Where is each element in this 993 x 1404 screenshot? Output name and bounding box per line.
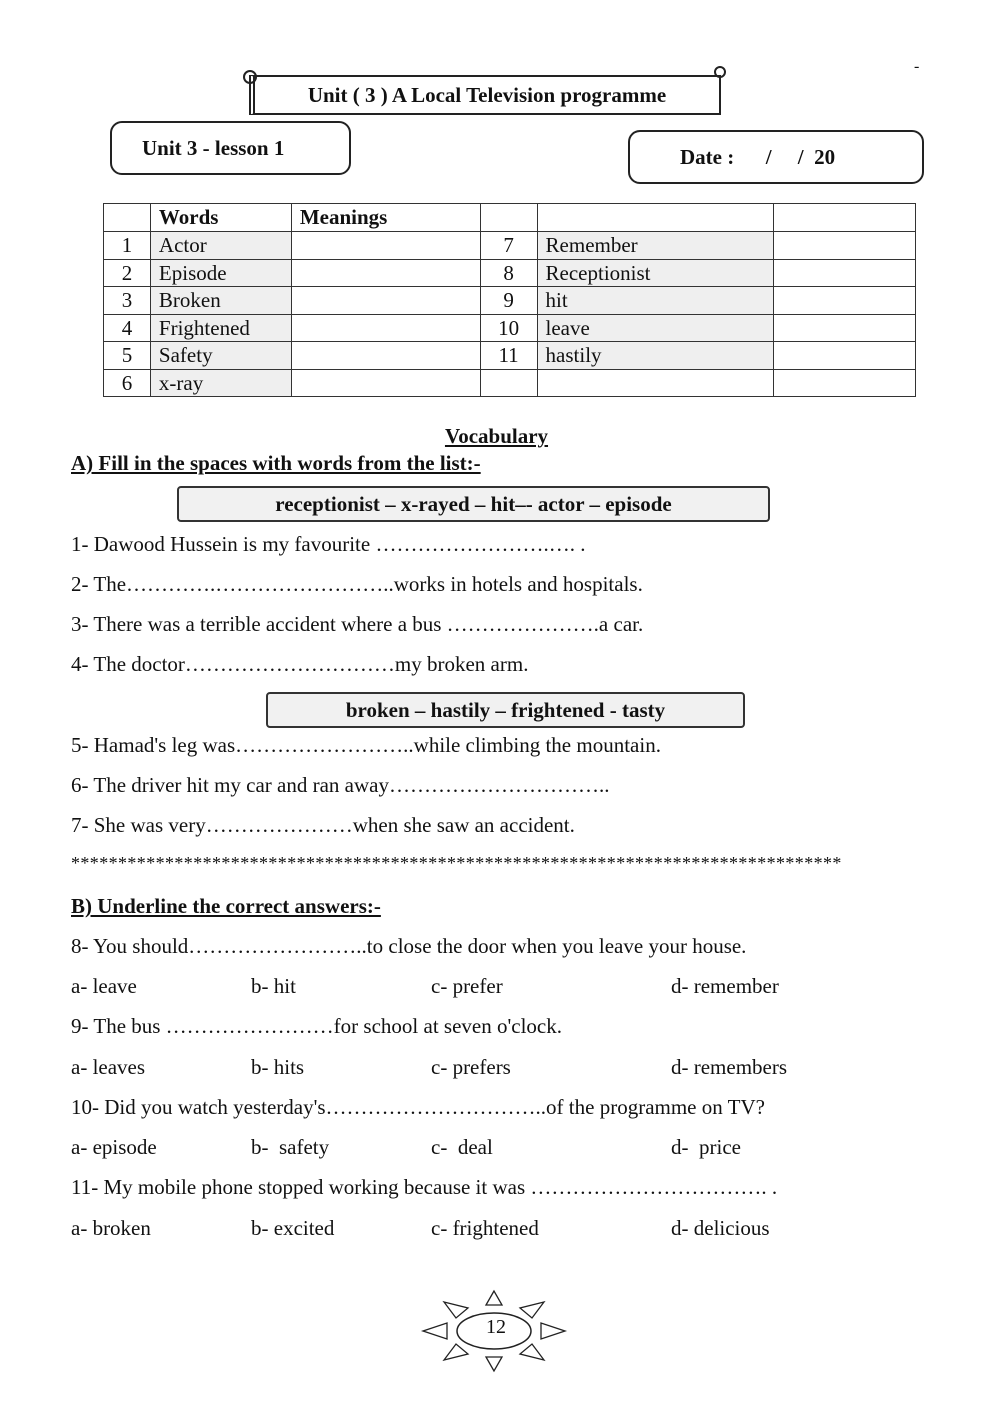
meaning-cell[interactable] (291, 342, 480, 370)
word-bank-1: receptionist – x-rayed – hit–- actor – episode (177, 486, 770, 522)
question-2: 2- The………….……………………..works in hotels and hospitals. (71, 572, 643, 596)
word-bank-2: broken – hastily – frightened - tasty (266, 692, 745, 728)
option-11d[interactable]: d- delicious (671, 1216, 770, 1240)
question-11: 11- My mobile phone stopped working because it was ……………………………. . (71, 1175, 778, 1199)
vocabulary-title: Vocabulary (444, 424, 549, 448)
word-cell: x-ray (150, 369, 291, 397)
header-words: Words (150, 204, 291, 232)
option-11a[interactable]: a- broken (71, 1216, 151, 1240)
question-1: 1- Dawood Hussein is my favourite …………………….…. . (71, 532, 586, 556)
lesson-box (110, 121, 351, 175)
option-10b[interactable]: b- safety (251, 1135, 330, 1159)
page-number: 12 (486, 1316, 506, 1338)
option-8d[interactable]: d- remember (671, 974, 779, 998)
corner-mark: - (914, 58, 920, 75)
part-a-heading: A) Fill in the spaces with words from the list:- (71, 451, 481, 475)
meaning-cell[interactable] (291, 287, 480, 315)
word-cell: Frightened (150, 314, 291, 342)
meaning-cell[interactable] (291, 259, 480, 287)
table-header-row (104, 204, 916, 232)
unit-title-banner (249, 75, 721, 115)
date-box (628, 130, 924, 184)
question-9: 9- The bus ……………………for school at seven o'clock. (71, 1014, 562, 1038)
unit-title: Unit ( 3 ) A Local Television programme (307, 82, 667, 107)
word-cell: leave (537, 314, 774, 342)
word-cell: Remember (537, 232, 774, 260)
word-cell: hit (537, 287, 774, 315)
table-row: 5 Safety 11 hastily (104, 342, 916, 370)
option-9a[interactable]: a- leaves (71, 1055, 146, 1079)
table-row: 3 Broken 9 hit (104, 287, 916, 315)
word-cell: hastily (537, 342, 774, 370)
option-11b[interactable]: b- excited (251, 1216, 335, 1240)
question-8: 8- You should……………………..to close the door when you leave your house. (71, 934, 747, 958)
words-table (103, 203, 916, 397)
meaning-cell[interactable] (291, 369, 480, 397)
part-b-heading: B) Underline the correct answers:- (71, 894, 381, 918)
meaning-cell[interactable] (774, 314, 916, 342)
word-cell: Episode (150, 259, 291, 287)
question-10: 10- Did you watch yesterday's…………………………..of the programme on TV? (71, 1095, 765, 1119)
meaning-cell[interactable] (774, 287, 916, 315)
word-cell: Actor (150, 232, 291, 260)
option-10a[interactable]: a- episode (71, 1135, 157, 1159)
meaning-cell[interactable] (291, 314, 480, 342)
table-row: 1 Actor 7 Remember (104, 232, 916, 260)
header-blank (104, 204, 151, 232)
question-5: 5- Hamad's leg was……………………..while climbing the mountain. (71, 733, 661, 757)
table-row: 4 Frightened 10 leave (104, 314, 916, 342)
table-row: 2 Episode 8 Receptionist (104, 259, 916, 287)
separator: ********************************************************************************** (71, 853, 842, 873)
option-10c[interactable]: c- deal (431, 1135, 493, 1159)
word-cell: Safety (150, 342, 291, 370)
option-9d[interactable]: d- remembers (671, 1055, 788, 1079)
option-11c[interactable]: c- frightened (431, 1216, 539, 1240)
option-8c[interactable]: c- prefer (431, 974, 503, 998)
option-9b[interactable]: b- hits (251, 1055, 305, 1079)
word-cell: Broken (150, 287, 291, 315)
word-cell: Receptionist (537, 259, 774, 287)
question-7: 7- She was very…………………when she saw an accident. (71, 813, 575, 837)
question-4: 4- The doctor…………………………my broken arm. (71, 652, 529, 676)
date-label: Date : / / 20 (680, 144, 836, 169)
header-meanings: Meanings (291, 204, 480, 232)
meaning-cell[interactable] (774, 342, 916, 370)
meaning-cell[interactable] (774, 232, 916, 260)
question-3: 3- There was a terrible accident where a bus ………………….a car. (71, 612, 644, 636)
option-8a[interactable]: a- leave (71, 974, 137, 998)
lesson-label: Unit 3 - lesson 1 (142, 135, 285, 160)
question-6: 6- The driver hit my car and ran away………………………….. (71, 773, 610, 797)
option-10d[interactable]: d- price (671, 1135, 741, 1159)
table-row: 6 x-ray (104, 369, 916, 397)
meaning-cell[interactable] (774, 259, 916, 287)
meaning-cell[interactable] (291, 232, 480, 260)
option-8b[interactable]: b- hit (251, 974, 296, 998)
option-9c[interactable]: c- prefers (431, 1055, 511, 1079)
